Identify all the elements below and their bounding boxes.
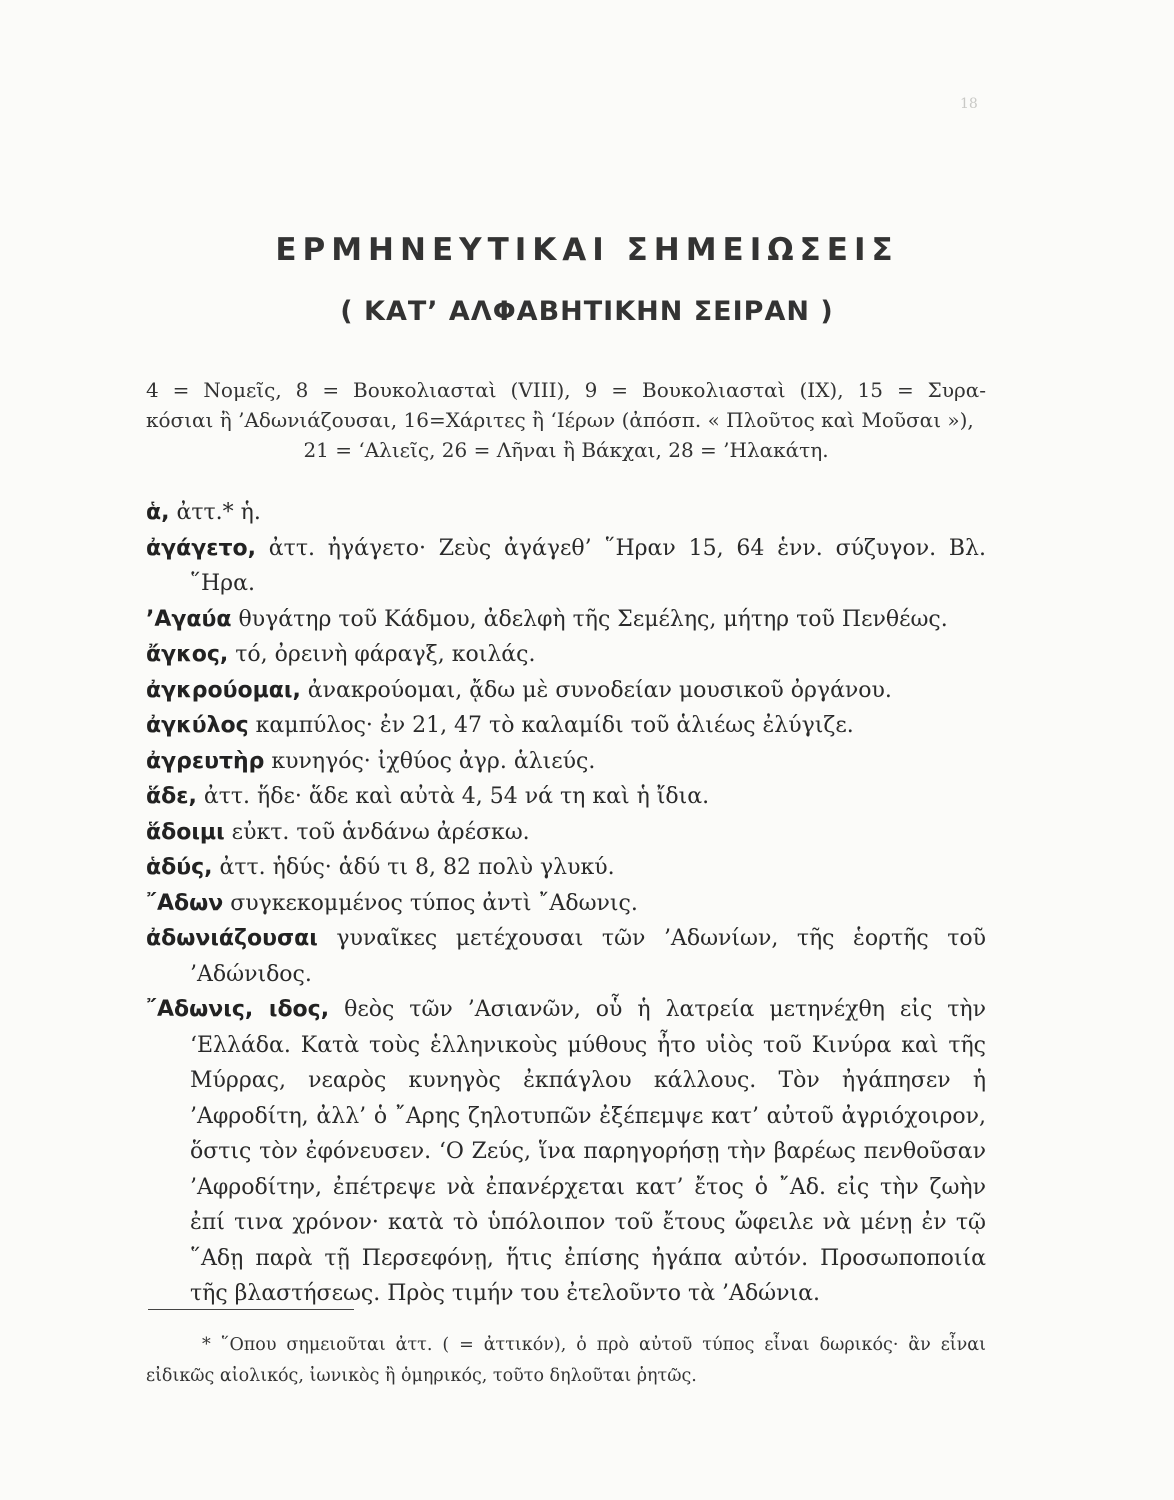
glossary-entry <box>146 744 986 780</box>
entry-headword: ’Αγαύα <box>146 606 232 632</box>
glossary-entry <box>146 886 986 922</box>
entry-definition: ἀττ. ἥδε· ἅδε καὶ αὐτὰ 4, 54 νά τη καὶ ἡ ἴδια. <box>196 784 710 809</box>
abbreviation-key-line: 4 = Νομεῖς, 8 = Βουκολιασταὶ (VIII), 9 = Βουκολιασταὶ (IX), 15 = Συρα- <box>146 378 986 402</box>
entry-definition: ἀττ. ἡδύς· ἁδύ τι 8, 82 πολὺ γλυκύ. <box>212 855 615 880</box>
entry-definition: θυγάτηρ τοῦ Κάδμου, ἀδελφὴ τῆς Σεμέλης, μήτηρ τοῦ Πενθέως. <box>231 606 948 632</box>
entry-definition: θεὸς τῶν ’Ασιανῶν, οὗ ἡ λατρεία μετηνέχθη εἰς τὴν ‘Ελλάδα. Κατὰ τοὺς ἑλληνικοὺς μύθους ἦτο υἱὸς τοῦ Κινύρα καὶ τῆς Μύρρας, νεαρὸς κυνηγὸς ἐκπάγλου κάλλους. Τὸν ἠγάπησεν ἡ ’Αφροδίτη, ἀλλ’ ὁ ῎Αρης ζηλοτυπῶν ἐξέπεμψε κατ’ αὐτοῦ ἀγριόχοιρον, ὅστις τὸν ἐφόνευσεν. ‘Ο Ζεύς, ἵνα παρηγορήσῃ τὴν βαρέως πενθοῦσαν ’Αφροδίτην, ἐπέτρεψε νὰ ἐπανέρχεται κατ’ ἔτος ὁ ῎Αδ. εἰς τὴν ζωὴν ἐπί τινα χρόνον· κατὰ τὸ ὑπόλοιπον τοῦ ἔτους ὤφειλε νὰ μένῃ ἐν τῷ ῞Αδῃ παρὰ τῇ Περσεφόνῃ, ἥτις ἐπίσης ἠγάπα αὐτόν. Προσωποποιία τῆς βλαστήσεως. Πρὸς τιμήν του ἐτελοῦντο τὰ ’Αδώνια. <box>190 997 986 1306</box>
glossary-entry <box>146 779 986 815</box>
glossary-entry <box>146 850 986 886</box>
glossary-entry <box>146 495 986 531</box>
entry-headword: ἅδε, <box>146 784 197 809</box>
glossary-entry <box>146 637 986 673</box>
abbreviation-key-line: 21 = ‘Αλιεῖς, 26 = Λῆναι ἢ Βάκχαι, 28 = ’Ηλακάτη. <box>303 438 829 462</box>
glossary-entry <box>146 602 986 638</box>
entry-definition: καμπύλος· ἐν 21, 47 τὸ καλαμίδι τοῦ ἁλιέως ἐλύγιζε. <box>248 713 854 738</box>
entry-definition: κυνηγός· ἰχθύος ἀγρ. ἁλιεύς. <box>264 748 596 774</box>
abbreviation-key-line: κόσιαι ἢ ’Αδωνιάζουσαι, 16=Χάριτες ἢ ‘Ιέρων (ἀπόσπ. « Πλοῦτος καὶ Μοῦσαι »), <box>146 408 974 432</box>
entry-headword: ἅδοιμι <box>146 819 225 845</box>
entry-definition: γυναῖκες μετέχουσαι τῶν ’Αδωνίων, τῆς ἑορτῆς τοῦ ’Αδώνιδος. <box>190 926 986 987</box>
entry-headword: ῎Αδωνις, ιδος, <box>146 997 330 1022</box>
entry-definition: εὐκτ. τοῦ ἁνδάνω ἀρέσκω. <box>224 819 530 845</box>
entry-headword: ἁδύς, <box>146 855 213 880</box>
footnote-text: * ῞Οπου σημειοῦται ἀττ. ( = ἀττικόν), ὁ πρὸ αὐτοῦ τύπος εἶναι δωρικός· ἂν εἶναι εἰδικῶς αἰολικός, ἰωνικὸς ἢ ὁμηρικός, τοῦτο δηλοῦται ῥητῶς. <box>146 1335 986 1386</box>
glossary-entry <box>146 531 986 602</box>
entry-definition: συγκεκομμένος τύπος ἀντὶ ῎Αδωνις. <box>223 890 638 916</box>
entry-headword: ἀγάγετο, <box>146 535 256 561</box>
glossary-entry <box>146 921 986 992</box>
glossary-entry <box>146 673 986 709</box>
glossary-entry <box>146 708 986 744</box>
entry-definition: ἀττ. ἠγάγετο· Ζεὺς ἀγάγεθ’ ῞Ηραν 15, 64 ἑνν. σύζυγον. Βλ. ῞Ηρα. <box>190 535 986 596</box>
page-title: ΕΡΜΗΝΕΥΤΙΚΑΙ ΣΗΜΕΙΩΣΕΙΣ <box>275 232 899 268</box>
glossary-entry <box>146 992 986 1312</box>
entry-definition: τό, ὀρεινὴ φάραγξ, κοιλάς. <box>228 642 536 667</box>
page-subtitle: ( ΚΑΤ’ ΑΛΦΑΒΗΤΙΚΗΝ ΣΕΙΡΑΝ ) <box>340 296 834 327</box>
glossary-entry <box>146 815 986 851</box>
entry-definition: ἀττ.* ἡ. <box>169 500 261 525</box>
page-number: 18 <box>960 96 978 112</box>
glossary-entries <box>146 495 986 1312</box>
entry-headword: ἀγκρούομαι, <box>146 677 301 703</box>
entry-headword: ἄγκος, <box>146 642 229 667</box>
abbreviation-key <box>146 375 986 465</box>
entry-headword: ἀγκύλος <box>146 713 249 738</box>
entry-headword: ῎Αδων <box>146 890 224 916</box>
footnote <box>146 1330 986 1392</box>
entry-headword: ἁ, <box>146 500 170 525</box>
entry-headword: ἀγρευτὴρ <box>146 748 265 774</box>
footnote-divider <box>148 1309 354 1310</box>
entry-definition: ἀνακρούομαι, ᾄδω μὲ συνοδείαν μουσικοῦ ὀργάνου. <box>300 677 892 703</box>
entry-headword: ἀδωνιάζουσαι <box>146 926 318 951</box>
